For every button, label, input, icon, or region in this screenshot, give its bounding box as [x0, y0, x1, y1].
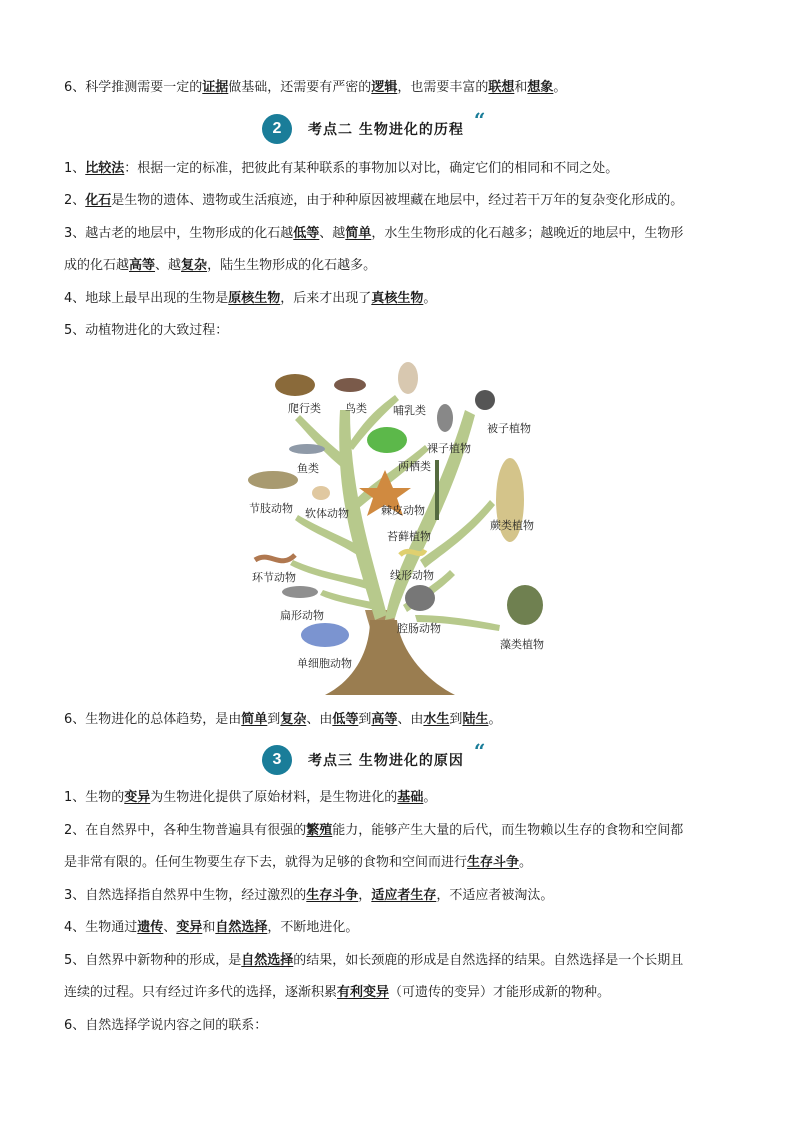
quote-icon: “	[473, 739, 486, 763]
keyword: 自然选择	[241, 953, 294, 968]
text-segment: 、越	[319, 226, 346, 241]
fish-icon	[289, 444, 325, 454]
label-protists: 单细胞动物	[297, 657, 352, 670]
roundworm-icon	[400, 550, 425, 555]
keyword: 自然选择	[215, 920, 268, 935]
section-title: 考点三 生物进化的原因	[308, 753, 464, 769]
keyword: 原核生物	[228, 291, 281, 306]
text-segment: （可遗传的变异）才能形成新的物种。	[389, 985, 611, 1000]
label-mollusks: 软体动物	[305, 507, 349, 520]
gymnosperm-icon	[437, 404, 453, 432]
text-segment: 到	[449, 712, 463, 727]
text-segment: 和	[514, 80, 528, 95]
label-echinoderms: 棘皮动物	[381, 504, 425, 517]
keyword: 繁殖	[306, 823, 333, 838]
text-segment: 1、	[64, 161, 86, 176]
text-segment: 6、生物进化的总体趋势，是由	[64, 712, 242, 727]
keyword: 高等	[371, 712, 398, 727]
tortoise-icon	[275, 374, 315, 396]
label-algae: 藻类植物	[500, 638, 544, 651]
text-segment: 成的化石越	[64, 258, 130, 273]
text-segment: ，也需要丰富的	[397, 80, 489, 95]
text-segment: 做基础，还需要有严密的	[228, 80, 372, 95]
frog-icon	[367, 427, 407, 453]
label-mammals: 哺乳类	[393, 404, 426, 417]
label-nematodes: 线形动物	[390, 569, 434, 582]
keyword: 高等	[129, 258, 156, 273]
label-arthropods: 节肢动物	[249, 502, 293, 515]
text-segment: 5、动植物进化的大致过程：	[64, 323, 229, 338]
keyword: 想象	[527, 80, 554, 95]
text-segment: 3、越古老的地层中，生物形成的化石越	[64, 226, 294, 241]
text-segment: 是生物的遗体、遗物或生活痕迹，由于种种原因被埋藏在地层中，经过若干万年的复杂变化形成的。	[111, 193, 684, 208]
text-line	[64, 853, 734, 873]
text-line	[64, 788, 734, 808]
moss-icon	[435, 460, 439, 520]
text-segment: 1、生物的	[64, 790, 125, 805]
keyword: 生存斗争	[467, 855, 520, 870]
keyword: 变异	[124, 790, 151, 805]
text-segment: 。	[423, 291, 437, 306]
keyword: 化石	[85, 193, 112, 208]
keyword: 变异	[176, 920, 203, 935]
text-line	[64, 78, 734, 98]
label-flatworms: 扁形动物	[280, 609, 324, 622]
text-line	[64, 321, 734, 341]
label-gymnosperms: 裸子植物	[427, 442, 471, 455]
text-segment: 、由	[306, 712, 333, 727]
text-segment: ，不适应者被淘汰。	[436, 888, 554, 903]
label-cnidarians: 腔肠动物	[397, 622, 441, 635]
keyword: 证据	[202, 80, 229, 95]
section-heading-2	[262, 108, 486, 146]
angiosperm-icon	[475, 390, 495, 410]
text-segment: 2、	[64, 193, 86, 208]
amoeba-icon	[301, 623, 349, 647]
text-segment: ：根据一定的标准，把彼此有某种联系的事物加以对比，确定它们的相同和不同之处。	[124, 161, 619, 176]
section-number-badge: 2	[262, 114, 292, 144]
text-segment: ，陆生生物形成的化石越多。	[207, 258, 377, 273]
keyword: 低等	[293, 226, 320, 241]
section-title: 考点二 生物进化的历程	[308, 122, 464, 138]
text-segment: 。	[423, 790, 437, 805]
seaweed-icon	[507, 585, 543, 625]
text-segment: 连续的过程。只有经过许多代的选择，逐渐积累	[64, 985, 338, 1000]
evolution-tree-figure	[225, 350, 565, 695]
hydra-icon	[405, 585, 435, 611]
keyword: 适应者生存	[371, 888, 437, 903]
keyword: 逻辑	[371, 80, 398, 95]
label-amphibians: 两栖类	[398, 460, 431, 473]
text-line	[64, 191, 734, 211]
text-segment: 、越	[155, 258, 182, 273]
text-segment: 。	[519, 855, 533, 870]
text-segment: 2、在自然界中，各种生物普遍具有很强的	[64, 823, 307, 838]
text-line	[64, 159, 734, 179]
text-segment: 6、科学推测需要一定的	[64, 80, 203, 95]
label-angiosperms: 被子植物	[487, 422, 531, 435]
text-segment: 是非常有限的。任何生物要生存下去，就得为足够的食物和空间而进行	[64, 855, 468, 870]
keyword: 复杂	[280, 712, 307, 727]
keyword: 低等	[332, 712, 359, 727]
label-mosses: 苔藓植物	[387, 530, 431, 543]
keyword: 复杂	[181, 258, 208, 273]
text-segment: 的结果，如长颈鹿的形成是自然选择的结果。自然选择是一个长期且	[293, 953, 684, 968]
keyword: 比较法	[85, 161, 125, 176]
section-number-badge: 3	[262, 745, 292, 775]
text-segment: ，	[358, 888, 372, 903]
text-line	[64, 951, 734, 971]
shell-icon	[312, 486, 330, 500]
keyword: 有利变异	[337, 985, 390, 1000]
label-birds: 鸟类	[345, 402, 367, 415]
text-segment: 5、自然界中新物种的形成，是	[64, 953, 242, 968]
text-segment: 6、自然选择学说内容之间的联系：	[64, 1018, 268, 1033]
keyword: 简单	[345, 226, 372, 241]
keyword: 联想	[488, 80, 515, 95]
text-segment: 到	[358, 712, 372, 727]
text-segment: 和	[202, 920, 216, 935]
label-ferns: 蕨类植物	[490, 519, 534, 532]
rabbit-icon	[398, 362, 418, 394]
text-line	[64, 289, 734, 309]
grasshopper-icon	[248, 471, 298, 489]
keyword: 生存斗争	[306, 888, 359, 903]
earthworm-icon	[255, 555, 295, 561]
text-line	[64, 983, 734, 1003]
keyword: 简单	[241, 712, 268, 727]
text-segment: ，不断地进化。	[267, 920, 359, 935]
text-segment: 。	[553, 80, 567, 95]
keyword: 水生	[423, 712, 450, 727]
text-segment: 3、自然选择指自然界中生物，经过激烈的	[64, 888, 307, 903]
text-line	[64, 224, 734, 244]
label-reptiles: 爬行类	[288, 402, 321, 415]
keyword: 陆生	[462, 712, 489, 727]
section-heading-3	[262, 739, 486, 777]
bird-icon	[334, 378, 366, 392]
keyword: 遗传	[137, 920, 164, 935]
text-segment: 4、生物通过	[64, 920, 138, 935]
text-line	[64, 886, 734, 906]
text-segment: 。	[488, 712, 502, 727]
text-segment: ，水生生物形成的化石越多；越晚近的地层中，生物形	[371, 226, 684, 241]
text-line	[64, 710, 734, 730]
text-segment: 、	[163, 920, 177, 935]
keyword: 真核生物	[371, 291, 424, 306]
label-fish: 鱼类	[297, 462, 319, 475]
quote-icon: “	[473, 108, 486, 132]
text-segment: 4、地球上最早出现的生物是	[64, 291, 229, 306]
label-annelids: 环节动物	[252, 571, 296, 584]
text-line	[64, 256, 734, 276]
flatworm-icon	[282, 586, 318, 598]
text-segment: ，后来才出现了	[280, 291, 372, 306]
text-segment: 为生物进化提供了原始材料，是生物进化的	[150, 790, 398, 805]
keyword: 基础	[397, 790, 424, 805]
text-line	[64, 918, 734, 938]
text-segment: 到	[267, 712, 281, 727]
text-line	[64, 821, 734, 841]
text-segment: 、由	[397, 712, 424, 727]
text-line	[64, 1016, 734, 1036]
text-segment: 能力，能够产生大量的后代，而生物赖以生存的食物和空间都	[332, 823, 684, 838]
